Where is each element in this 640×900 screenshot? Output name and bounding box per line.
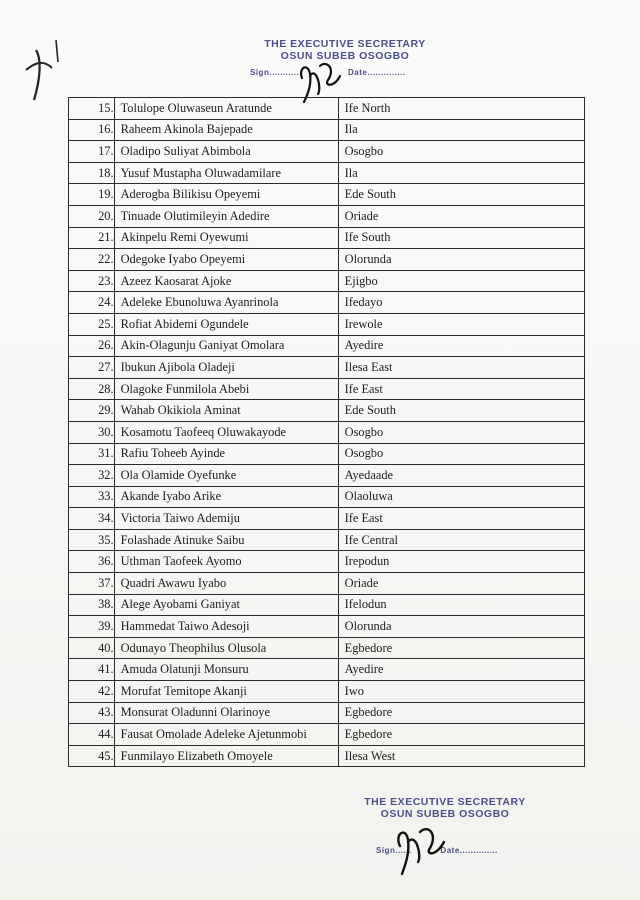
lga-cell: Ede South: [338, 184, 584, 206]
lga-cell: Ife Central: [338, 529, 584, 551]
candidate-name: Akinpelu Remi Oyewumi: [114, 227, 338, 249]
lga-cell: Ila: [338, 162, 584, 184]
lga-cell: Ifedayo: [338, 292, 584, 314]
candidate-name: Kosamotu Taofeeq Oluwakayode: [114, 421, 338, 443]
handwritten-mark-icon: [22, 40, 72, 110]
candidate-name: Yusuf Mustapha Oluwadamilare: [114, 162, 338, 184]
table-row: [69, 637, 585, 659]
table-row: [69, 486, 585, 508]
lga-cell: Ifelodun: [338, 594, 584, 616]
candidate-name: Odunayo Theophilus Olusola: [114, 637, 338, 659]
lga-cell: Ife South: [338, 227, 584, 249]
sign-label: Sign: [376, 846, 396, 855]
row-number: 22.: [69, 249, 115, 271]
lga-cell: Ayedire: [338, 659, 584, 681]
row-number: 44.: [69, 724, 115, 746]
lga-cell: Egbedore: [338, 702, 584, 724]
date-label: Date: [348, 68, 368, 77]
candidate-name: Morufat Temitope Akanji: [114, 681, 338, 703]
lga-cell: Ayedaade: [338, 465, 584, 487]
lga-cell: Ejigbo: [338, 270, 584, 292]
row-number: 37.: [69, 573, 115, 595]
candidate-table: [68, 97, 585, 767]
candidate-name: Amuda Olatunji Monsuru: [114, 659, 338, 681]
lga-cell: Ayedire: [338, 335, 584, 357]
candidate-name: Akin-Olagunju Ganiyat Omolara: [114, 335, 338, 357]
row-number: 33.: [69, 486, 115, 508]
signature-bottom-icon: [392, 822, 448, 876]
lga-cell: Ife North: [338, 98, 584, 120]
table-row: [69, 681, 585, 703]
row-number: 42.: [69, 681, 115, 703]
candidate-name: Rafiu Toheeb Ayinde: [114, 443, 338, 465]
row-number: 31.: [69, 443, 115, 465]
table-row: [69, 616, 585, 638]
row-number: 45.: [69, 745, 115, 767]
table-row: [69, 270, 585, 292]
candidate-name: Akande Iyabo Arike: [114, 486, 338, 508]
table-row: [69, 529, 585, 551]
row-number: 15.: [69, 98, 115, 120]
table-row: [69, 443, 585, 465]
row-number: 19.: [69, 184, 115, 206]
table-row: [69, 98, 585, 120]
lga-cell: Oriade: [338, 205, 584, 227]
candidate-name: Funmilayo Elizabeth Omoyele: [114, 745, 338, 767]
table-row: [69, 227, 585, 249]
candidate-name: Odegoke Iyabo Opeyemi: [114, 249, 338, 271]
candidate-name: Ola Olamide Oyefunke: [114, 465, 338, 487]
candidate-name: Oladipo Suliyat Abimbola: [114, 141, 338, 163]
candidate-name: Rofiat Abidemi Ogundele: [114, 313, 338, 335]
candidate-name: Wahab Okikiola Aminat: [114, 400, 338, 422]
candidate-name: Alege Ayobami Ganiyat: [114, 594, 338, 616]
table-row: [69, 465, 585, 487]
candidate-name: Raheem Akinola Bajepade: [114, 119, 338, 141]
row-number: 30.: [69, 421, 115, 443]
lga-cell: Ila: [338, 119, 584, 141]
table-row: [69, 659, 585, 681]
lga-cell: Ilesa East: [338, 357, 584, 379]
row-number: 41.: [69, 659, 115, 681]
stamp-title: THE EXECUTIVE SECRETARY: [364, 796, 526, 808]
table-row: [69, 745, 585, 767]
candidate-name: Azeez Kaosarat Ajoke: [114, 270, 338, 292]
row-number: 38.: [69, 594, 115, 616]
row-number: 28.: [69, 378, 115, 400]
sign-label: Sign: [250, 68, 270, 77]
candidate-name: Aderogba Bilikisu Opeyemi: [114, 184, 338, 206]
row-number: 35.: [69, 529, 115, 551]
lga-cell: Irepodun: [338, 551, 584, 573]
table-row: [69, 162, 585, 184]
row-number: 40.: [69, 637, 115, 659]
table-row: [69, 141, 585, 163]
candidate-name: Tolulope Oluwaseun Aratunde: [114, 98, 338, 120]
row-number: 20.: [69, 205, 115, 227]
row-number: 17.: [69, 141, 115, 163]
row-number: 36.: [69, 551, 115, 573]
table-row: [69, 335, 585, 357]
row-number: 32.: [69, 465, 115, 487]
candidate-name: Victoria Taiwo Ademiju: [114, 508, 338, 530]
table-row: [69, 249, 585, 271]
candidate-name: Ibukun Ajibola Oladeji: [114, 357, 338, 379]
lga-cell: Ife East: [338, 508, 584, 530]
row-number: 21.: [69, 227, 115, 249]
lga-cell: Olorunda: [338, 616, 584, 638]
lga-cell: Ede South: [338, 400, 584, 422]
candidate-name: Uthman Taofeek Ayomo: [114, 551, 338, 573]
table-row: [69, 421, 585, 443]
candidate-name: Olagoke Funmilola Abebi: [114, 378, 338, 400]
row-number: 43.: [69, 702, 115, 724]
lga-cell: Iwo: [338, 681, 584, 703]
lga-cell: Ilesa West: [338, 745, 584, 767]
table-row: [69, 594, 585, 616]
lga-cell: Egbedore: [338, 637, 584, 659]
row-number: 16.: [69, 119, 115, 141]
table-row: [69, 573, 585, 595]
lga-cell: Olorunda: [338, 249, 584, 271]
table-row: [69, 702, 585, 724]
candidate-name: Fausat Omolade Adeleke Ajetunmobi: [114, 724, 338, 746]
row-number: 34.: [69, 508, 115, 530]
candidate-name: Folashade Atinuke Saibu: [114, 529, 338, 551]
table-row: [69, 724, 585, 746]
lga-cell: Olaoluwa: [338, 486, 584, 508]
lga-cell: Ife East: [338, 378, 584, 400]
candidate-name: Quadri Awawu Iyabo: [114, 573, 338, 595]
lga-cell: Egbedore: [338, 724, 584, 746]
table-row: [69, 184, 585, 206]
lga-cell: Osogbo: [338, 141, 584, 163]
executive-secretary-stamp-top: [250, 38, 440, 77]
row-number: 39.: [69, 616, 115, 638]
candidate-name: Adeleke Ebunoluwa Ayanrinola: [114, 292, 338, 314]
table-row: [69, 292, 585, 314]
row-number: 26.: [69, 335, 115, 357]
row-number: 18.: [69, 162, 115, 184]
table-row: [69, 205, 585, 227]
table-row: [69, 313, 585, 335]
table-row: [69, 378, 585, 400]
stamp-title: THE EXECUTIVE SECRETARY: [264, 38, 426, 50]
table-row: [69, 119, 585, 141]
lga-cell: Osogbo: [338, 443, 584, 465]
row-number: 23.: [69, 270, 115, 292]
candidate-name: Hammedat Taiwo Adesoji: [114, 616, 338, 638]
lga-cell: Osogbo: [338, 421, 584, 443]
stamp-sign-row: Sign........... Date..............: [250, 68, 406, 77]
stamp-sign-row: Sign...... Date..............: [376, 846, 498, 855]
table-row: [69, 357, 585, 379]
lga-cell: Irewole: [338, 313, 584, 335]
table-row: [69, 508, 585, 530]
stamp-subtitle: OSUN SUBEB OSOGBO: [380, 808, 510, 820]
row-number: 29.: [69, 400, 115, 422]
stamp-subtitle: OSUN SUBEB OSOGBO: [280, 50, 410, 62]
lga-cell: Oriade: [338, 573, 584, 595]
row-number: 25.: [69, 313, 115, 335]
table-row: [69, 551, 585, 573]
row-number: 27.: [69, 357, 115, 379]
candidate-name: Tinuade Olutimileyin Adedire: [114, 205, 338, 227]
candidate-name: Monsurat Oladunni Olarinoye: [114, 702, 338, 724]
row-number: 24.: [69, 292, 115, 314]
table-row: [69, 400, 585, 422]
date-label: Date: [440, 846, 460, 855]
